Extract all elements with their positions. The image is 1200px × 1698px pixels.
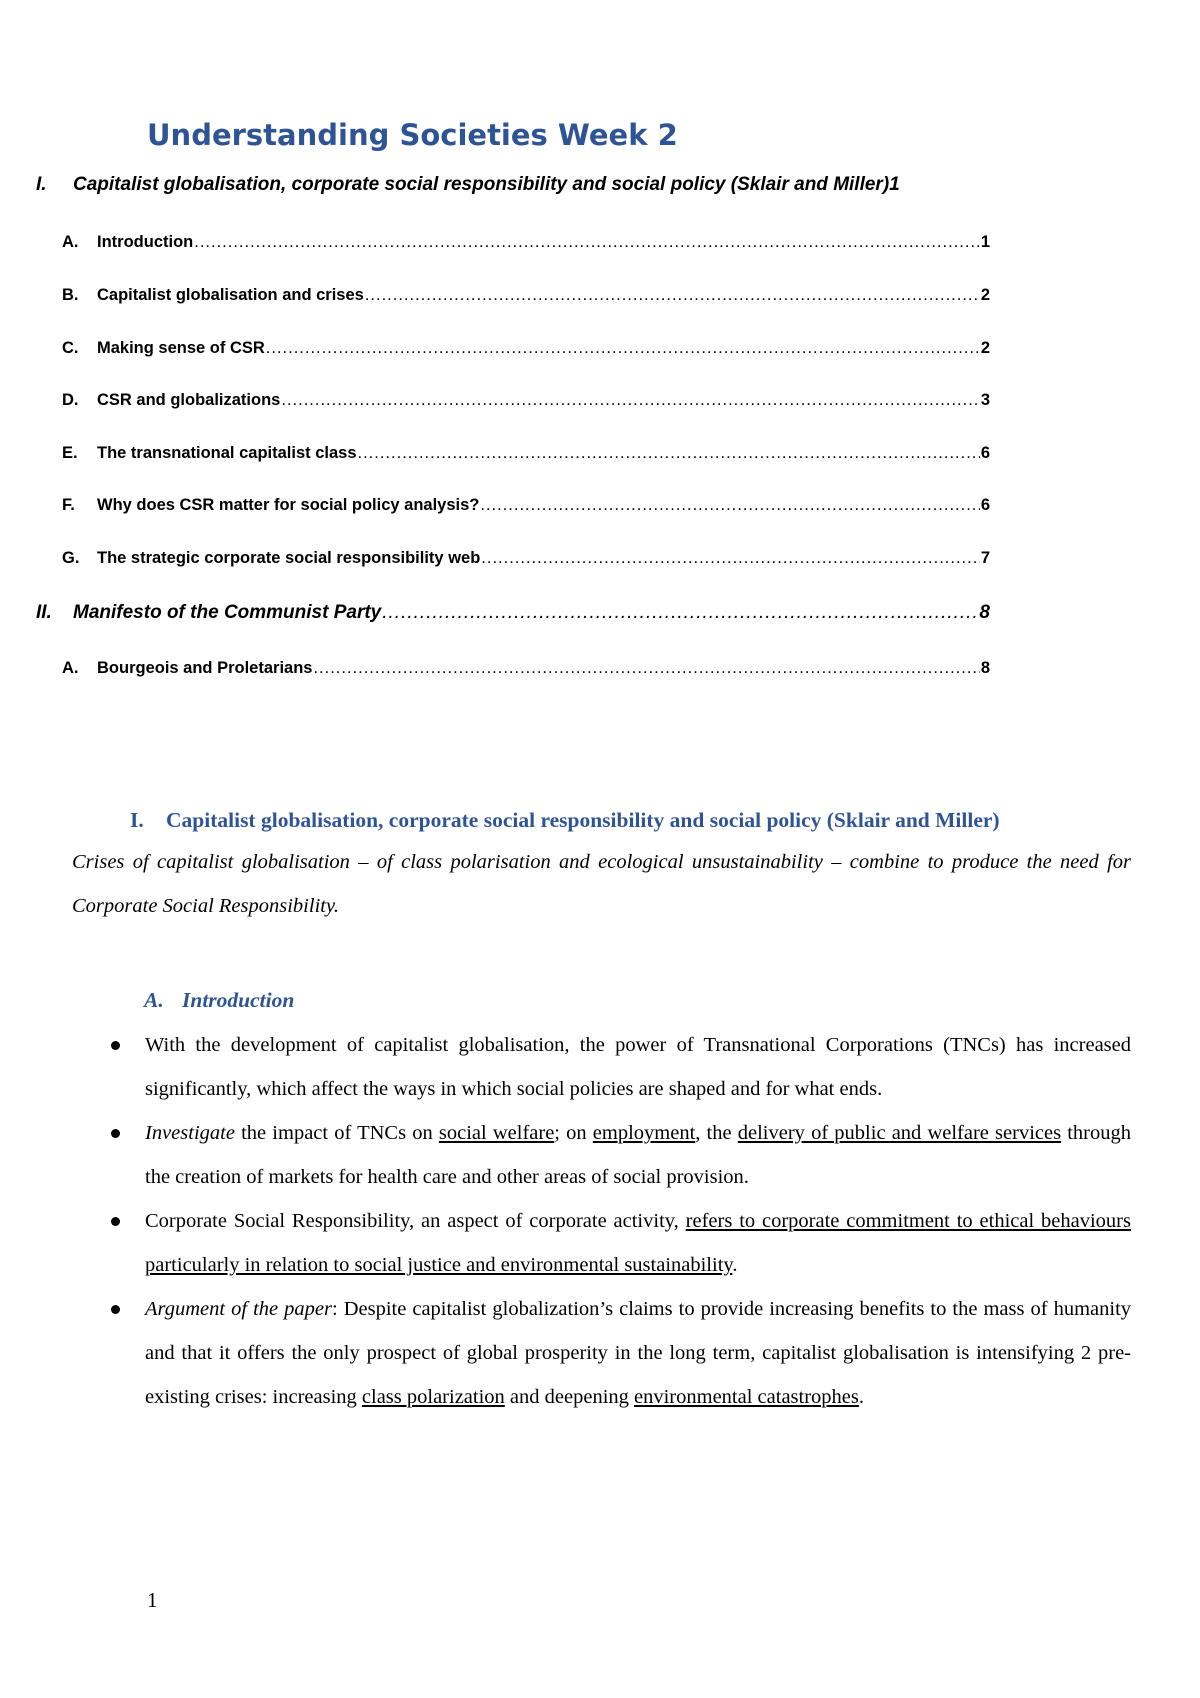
toc-entry-page: 2 — [980, 339, 990, 357]
toc-entry-label: Making sense of CSR — [97, 339, 265, 357]
toc-entry-number: D. — [62, 391, 79, 409]
toc-leader-dots — [194, 233, 980, 252]
toc-entry[interactable] — [62, 339, 990, 358]
list-item: Corporate Social Responsibility, an aspect of corporate activity, refers to corporate commitment to ethical behaviours particularly in relation to social justice and environmental sustainability. — [99, 1199, 1131, 1287]
toc-entry-label: The strategic corporate social responsibility web — [97, 549, 481, 567]
toc-leader-dots — [382, 602, 978, 624]
toc-entry-number: B. — [62, 286, 79, 304]
toc-leader-dots — [481, 549, 980, 568]
toc-entry-page: 6 — [980, 496, 990, 514]
bullet-icon — [111, 1041, 120, 1050]
toc-entry-number: A. — [62, 233, 79, 251]
toc-entry[interactable] — [62, 233, 990, 252]
bullet-icon — [111, 1129, 120, 1138]
subsection-heading — [144, 988, 294, 1013]
toc-leader-dots — [365, 286, 980, 305]
section-title: Capitalist globalisation, corporate social responsibility and social policy (Sklair and Miller) — [166, 808, 1000, 832]
toc-entry-page: 1 — [980, 233, 990, 251]
toc-entry-number: II. — [36, 602, 52, 623]
subsection-title: Introduction — [182, 988, 295, 1012]
toc-entry[interactable] — [62, 444, 990, 463]
list-item: Investigate the impact of TNCs on social welfare; on employment, the delivery of public and welfare services through the creation of markets for health care and other areas of social provision. — [99, 1111, 1131, 1199]
page-number: 1 — [147, 1588, 158, 1612]
toc-entry-number: G. — [62, 549, 80, 567]
list-item: Argument of the paper: Despite capitalist globalization’s claims to provide increasing benefits to the mass of humanity and that it offers the only prospect of global prosperity in the long term, capitalist globalisation is intensifying 2 pre-existing crises: increasing class polarization and deepening environmental catastrophes. — [99, 1287, 1131, 1419]
bullet-icon — [111, 1217, 120, 1226]
toc-entry-label: Introduction — [97, 233, 194, 251]
toc-entry-label: Why does CSR matter for social policy analysis? — [97, 496, 480, 514]
toc-entry[interactable] — [62, 496, 990, 515]
section-number: I. — [130, 808, 144, 832]
toc-leader-dots — [266, 339, 980, 358]
toc-entry[interactable] — [36, 602, 990, 624]
toc-entry-label: CSR and globalizations — [97, 391, 281, 409]
list-item: With the development of capitalist globalisation, the power of Transnational Corporations (TNCs) has increased significantly, which affect the ways in which social policies are shaped and for what ends. — [99, 1023, 1131, 1111]
toc-entry-page: 7 — [980, 549, 990, 567]
toc-entry-label: Capitalist globalisation, corporate social responsibility and social policy (Sklair and Miller) — [73, 174, 890, 195]
document-title: Understanding Societies Week 2 — [147, 118, 678, 152]
toc-entry-number: I. — [36, 174, 47, 195]
toc-entry-label: Capitalist globalisation and crises — [97, 286, 364, 304]
toc-entry-page: 8 — [980, 659, 990, 677]
toc-entry-page: 8 — [979, 602, 990, 623]
toc-entry[interactable] — [62, 391, 990, 410]
bullet-icon — [111, 1305, 120, 1314]
toc-leader-dots — [358, 444, 980, 463]
toc-entry-page: 3 — [980, 391, 990, 409]
toc-leader-dots — [313, 659, 979, 678]
subsection-number: A. — [144, 988, 164, 1012]
toc-leader-dots — [480, 496, 979, 515]
toc-entry-label: The transnational capitalist class — [97, 444, 357, 462]
toc-entry-number: C. — [62, 339, 79, 357]
toc-entry[interactable] — [36, 174, 990, 196]
toc-entry-page: 1 — [889, 174, 900, 195]
toc-entry-label: Manifesto of the Communist Party — [73, 602, 382, 623]
toc-entry[interactable] — [62, 549, 990, 568]
section-lead-paragraph: Crises of capitalist globalisation – of class polarisation and ecological unsustainability – combine to produce the need for Corporate Social Responsibility. — [72, 851, 1131, 917]
toc-entry-number: F. — [62, 496, 75, 514]
toc-entry-number: E. — [62, 444, 78, 462]
toc-entry-label: Bourgeois and Proletarians — [97, 659, 313, 677]
toc-leader-dots — [281, 391, 979, 410]
section-heading — [130, 808, 1000, 833]
bullet-list — [99, 1023, 1131, 1419]
toc-entry-number: A. — [62, 659, 79, 677]
toc-entry[interactable] — [62, 286, 990, 305]
toc-entry-page: 6 — [980, 444, 990, 462]
toc-entry[interactable] — [62, 659, 990, 678]
toc-entry-page: 2 — [980, 286, 990, 304]
